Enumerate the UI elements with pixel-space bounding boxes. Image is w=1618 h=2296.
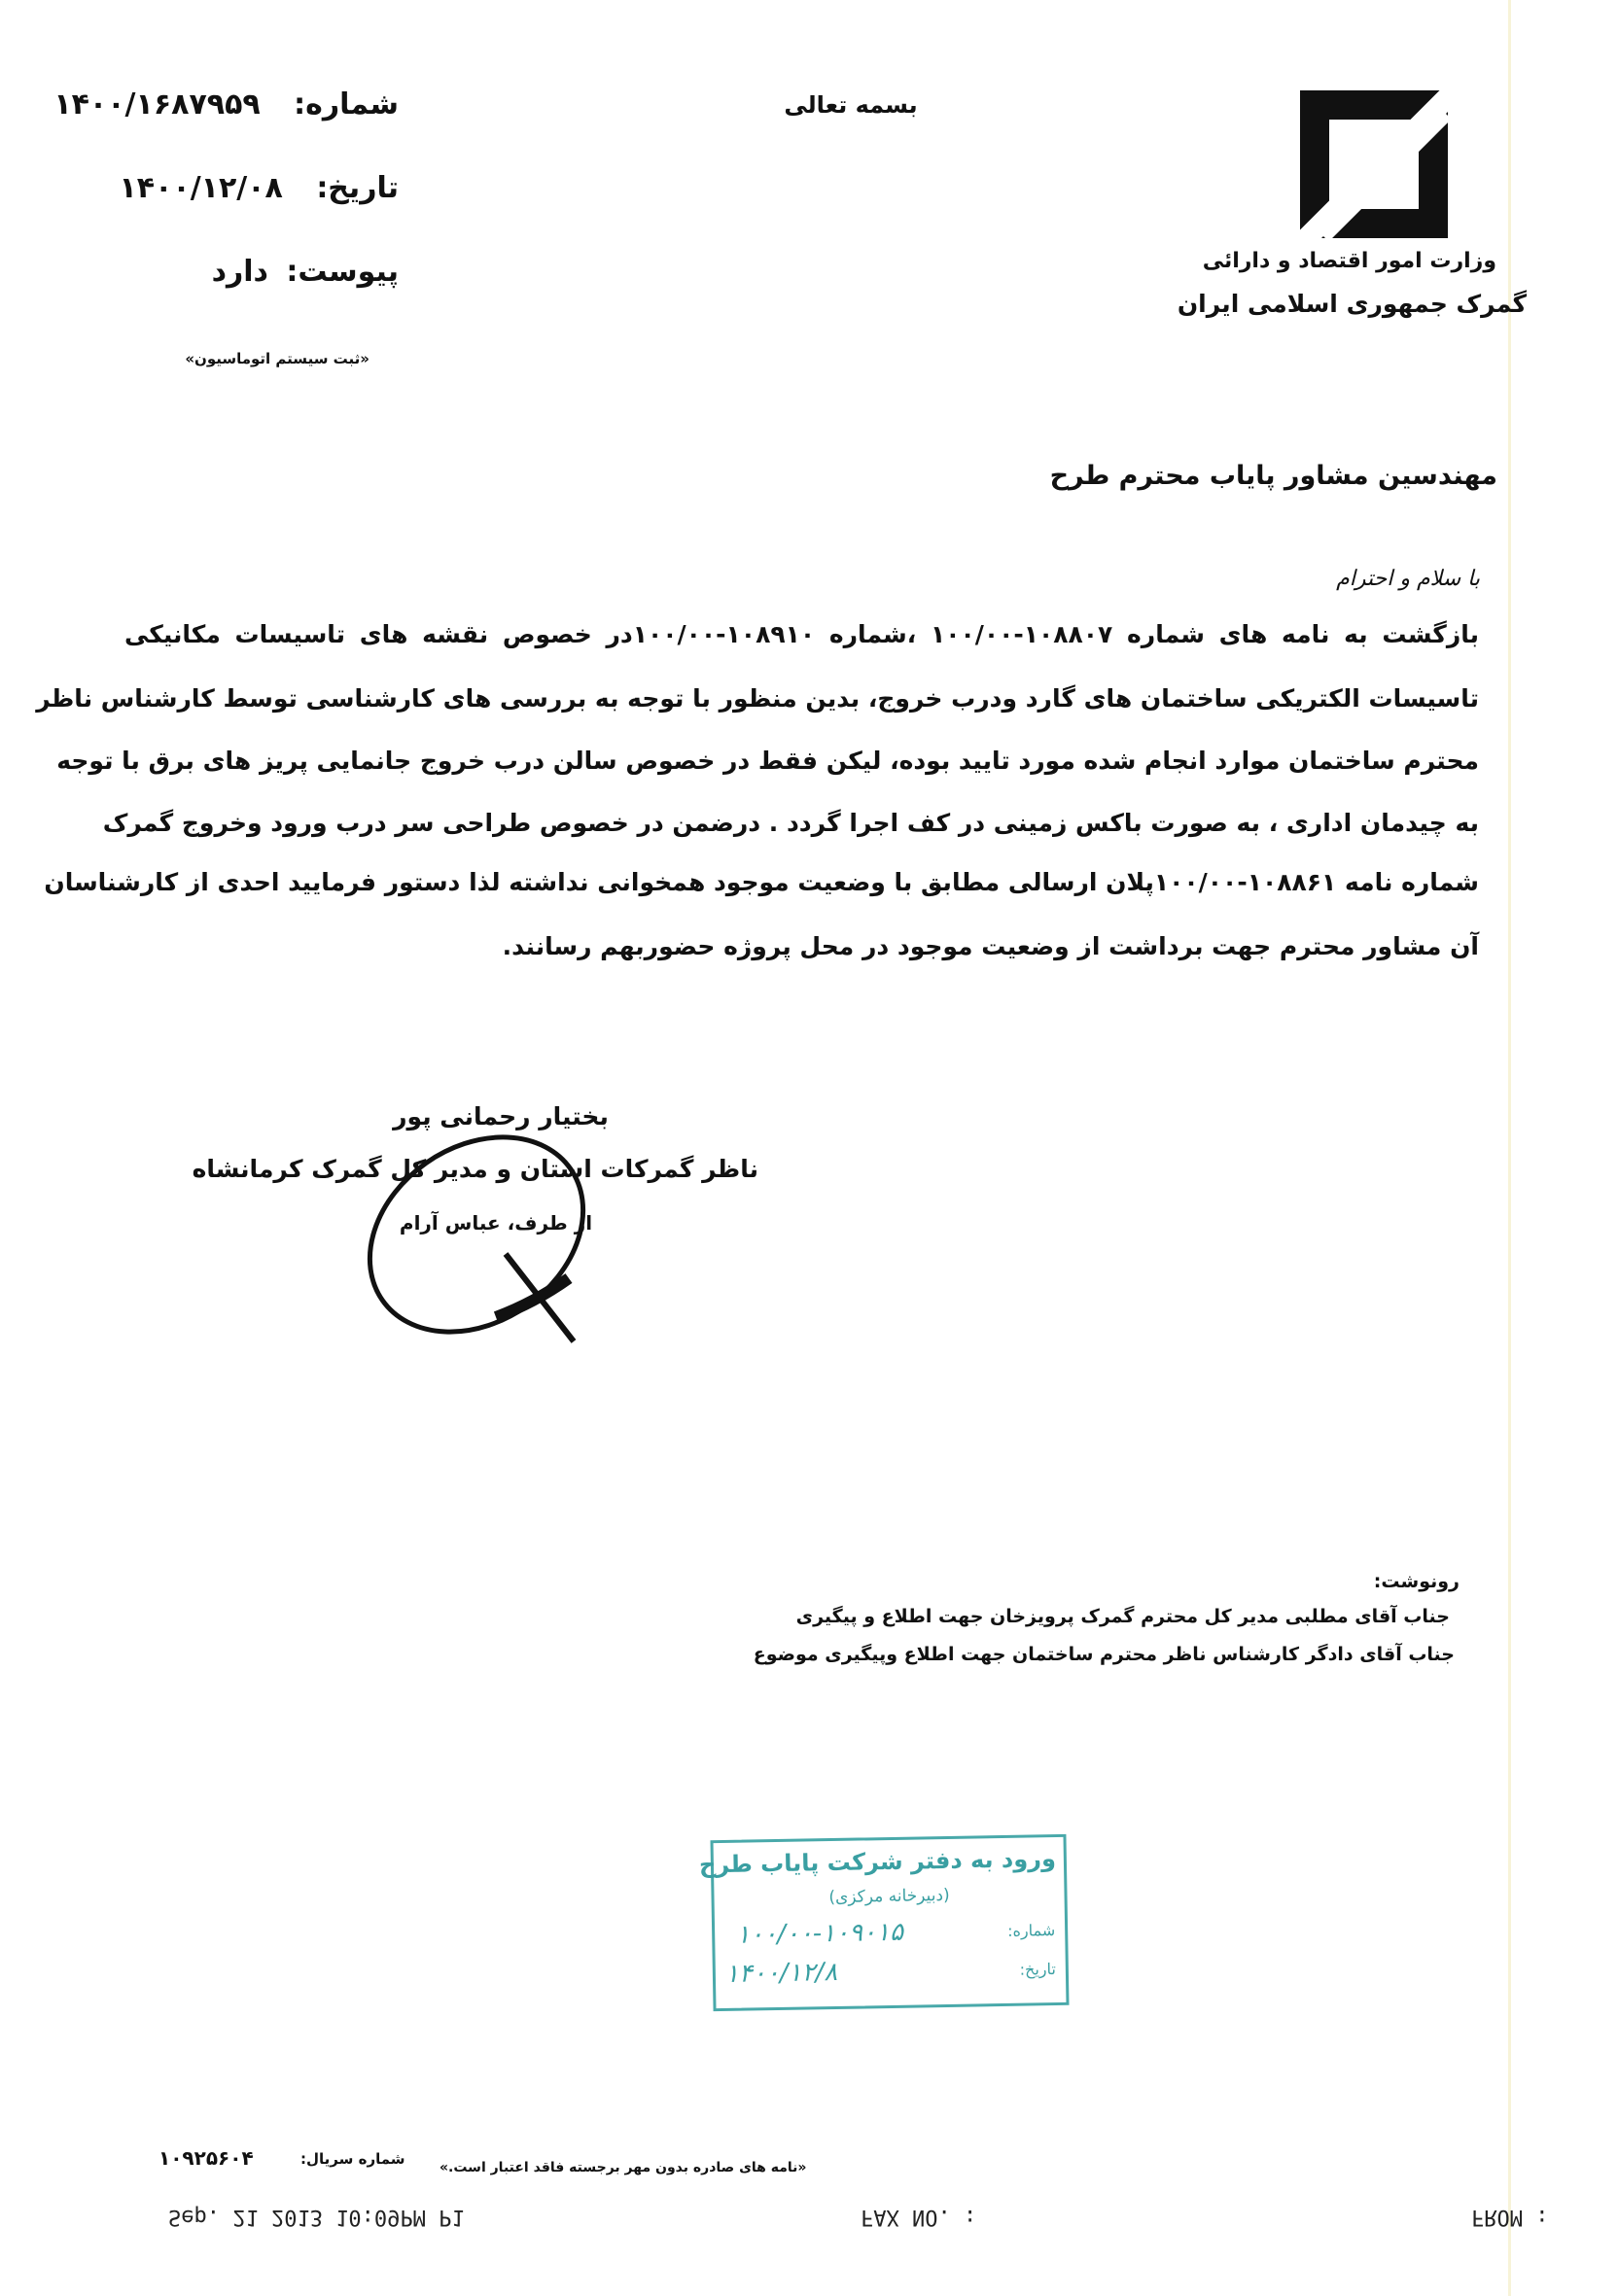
fax-from-label: FROM : bbox=[1471, 2205, 1549, 2229]
body-line: بازگشت به نامه های شماره ۱۰۸۸۰۷-۱۰۰/۰۰ ،شماره ۱۰۸۹۱۰-۱۰۰/۰۰در خصوص نقشه های تاسیسات مکانیکی bbox=[124, 620, 1479, 648]
receipt-stamp bbox=[698, 1834, 1069, 2011]
stamp-subtitle: (دبیرخانه مرکزی) bbox=[828, 1885, 950, 1908]
stamp-date-value: ۱۴۰۰/۱۲/۸ bbox=[724, 1957, 838, 1989]
recipient: مهندسین مشاور پایاب محترم طرح bbox=[1049, 461, 1497, 491]
stamp-title: ورود به دفتر شرکت پایاب طرح bbox=[698, 1845, 1057, 1879]
letter-number-value: ۱۴۰۰/۱۶۸۷۹۵۹ bbox=[53, 87, 261, 122]
stamp-date-label: تاریخ: bbox=[1019, 1960, 1057, 1979]
stamp-number-value: ۱۰۰/۰۰-۱۰۹۰۱۵ bbox=[735, 1917, 904, 1950]
validity-note: «نامه های صادره بدون مهر برجسته فاقد اعتبار است.» bbox=[440, 2160, 807, 2175]
letter-number-label: شماره: bbox=[294, 87, 399, 122]
scan-edge-line bbox=[1508, 0, 1511, 2296]
letter-attachment bbox=[212, 255, 399, 289]
body-line: آن مشاور محترم جهت برداشت از وضعیت موجود در محل پروژه حضوربهم رسانند. bbox=[502, 932, 1479, 960]
letter-date-label: تاریخ: bbox=[316, 171, 399, 205]
fax-number-label: FAX NO. : bbox=[861, 2205, 977, 2229]
serial-number-value: ۱۰۹۲۵۶۰۴ bbox=[158, 2146, 254, 2170]
customs-logo-icon bbox=[1300, 90, 1448, 238]
signatory-title: ناظر گمرکات استان و مدیر کل گمرک کرمانشاه bbox=[192, 1155, 758, 1183]
signature-scribble-icon bbox=[350, 1108, 622, 1361]
letter-number bbox=[53, 87, 399, 122]
body-line: تاسیسات الکتریکی ساختمان های گارد ودرب خروج، بدین منظور با توجه به بررسی های کارشناسی توسط کارشناس ناظر bbox=[36, 684, 1479, 713]
copies-label: رونوشت: bbox=[1373, 1571, 1460, 1592]
stamp-number-label: شماره: bbox=[1006, 1921, 1056, 1940]
signatory-name: بختیار رحمانی پور bbox=[393, 1102, 609, 1131]
bismillah: بسمه تعالی bbox=[784, 91, 918, 119]
customs-name: گمرک جمهوری اسلامی ایران bbox=[1177, 290, 1527, 318]
copy-recipient: جناب آقای دادگر کارشناس ناظر محترم ساختمان جهت اطلاع وپیگیری موضوع bbox=[753, 1644, 1455, 1665]
body-line: شماره نامه ۱۰۸۸۶۱-۱۰۰/۰۰پلان ارسالی مطابق با وضعیت موجود همخوانی نداشته لذا دستور فرمایید احدی از کارشناسان bbox=[44, 868, 1479, 896]
system-note: «ثبت سیستم اتوماسیون» bbox=[185, 350, 369, 367]
letter-date bbox=[119, 171, 399, 205]
salutation-handwritten: با سلام و احترام bbox=[1336, 567, 1480, 591]
letter-date-value: ۱۴۰۰/۱۲/۰۸ bbox=[119, 171, 283, 205]
body-line: محترم ساختمان موارد انجام شده مورد تایید بوده، لیکن فقط در خصوص سالن درب خروج جانمایی پریز های برق با توجه bbox=[56, 747, 1479, 775]
body-line: به چیدمان اداری ، به صورت باکس زمینی در کف اجرا گردد . درضمن در خصوص طراحی سر درب ورود وخروج گمرک bbox=[102, 809, 1479, 837]
serial-number-label: شماره سریال: bbox=[300, 2150, 405, 2168]
copy-recipient: جناب آقای مطلبی مدیر کل محترم گمرک پرویزخان جهت اطلاع و پیگیری bbox=[795, 1606, 1450, 1627]
letter-attachment-value: دارد bbox=[211, 255, 268, 289]
ministry-name: وزارت امور اقتصاد و دارائی bbox=[1202, 249, 1496, 273]
letter-attachment-label: پیوست: bbox=[286, 255, 399, 289]
on-behalf: از طرف، عباس آرام bbox=[399, 1211, 593, 1235]
fax-timestamp: Sep. 21 2013 10:09PM P1 bbox=[168, 2205, 465, 2229]
